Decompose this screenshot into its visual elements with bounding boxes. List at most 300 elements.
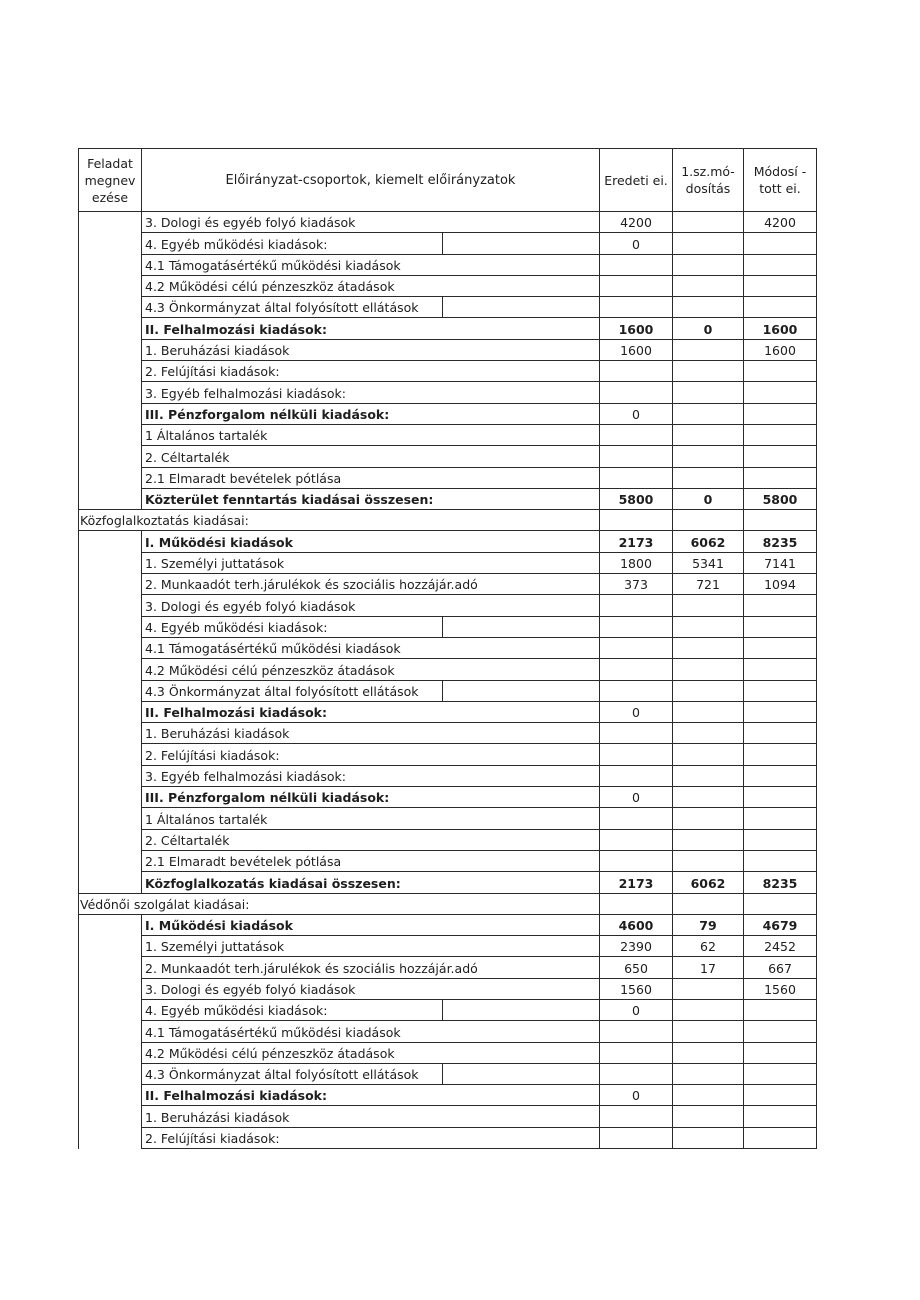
header-original: Eredeti ei. xyxy=(600,149,673,212)
row-label xyxy=(142,275,600,296)
task-cell xyxy=(79,531,142,552)
value-modositas xyxy=(673,1021,744,1042)
task-cell xyxy=(79,212,142,233)
value-eredeti: 0 xyxy=(600,701,673,722)
value-modositas: 5341 xyxy=(673,552,744,573)
table-row xyxy=(79,233,817,254)
row-label-text: 1. Beruházási kiadások xyxy=(145,343,290,359)
value-eredeti xyxy=(600,595,673,616)
table-row xyxy=(79,680,817,701)
table-row xyxy=(79,1063,817,1084)
value-modositas: 6062 xyxy=(673,872,744,893)
table-row xyxy=(79,595,817,616)
row-label xyxy=(142,914,600,935)
value-modositott xyxy=(744,637,817,658)
row-label-text: 4.2 Működési célú pénzeszköz átadások xyxy=(145,1045,395,1061)
value-modositott xyxy=(744,361,817,382)
value-modositas xyxy=(673,1127,744,1148)
row-label-text: 3. Dologi és egyéb folyó kiadások xyxy=(145,598,356,614)
row-label-text: 4.3 Önkormányzat által folyósított ellátások xyxy=(145,300,419,316)
value-modositott xyxy=(744,616,817,637)
value-eredeti: 373 xyxy=(600,574,673,595)
value-modositott: 4679 xyxy=(744,914,817,935)
value-modositas xyxy=(673,424,744,445)
row-label-text: 1 Általános tartalék xyxy=(145,811,268,827)
task-cell xyxy=(79,829,142,850)
row-label xyxy=(142,829,600,850)
value-modositas xyxy=(673,616,744,637)
task-cell xyxy=(79,850,142,871)
row-label-text: 2. Felújítási kiadások: xyxy=(145,1131,280,1147)
value-modositas xyxy=(673,403,744,424)
header-description: Előirányzat-csoportok, kiemelt előirányzatok xyxy=(142,149,600,212)
row-label xyxy=(142,765,600,786)
task-cell xyxy=(79,595,142,616)
value-eredeti: 0 xyxy=(600,787,673,808)
row-label xyxy=(142,361,600,382)
row-label xyxy=(142,957,600,978)
header-row xyxy=(79,149,817,212)
row-label xyxy=(142,595,600,616)
value-modositott: 2452 xyxy=(744,936,817,957)
task-cell xyxy=(79,552,142,573)
value-modositott xyxy=(744,403,817,424)
value-modositott xyxy=(744,787,817,808)
task-cell xyxy=(79,787,142,808)
row-label xyxy=(142,382,600,403)
row-label xyxy=(142,999,600,1020)
value-eredeti xyxy=(600,1106,673,1127)
task-cell xyxy=(79,403,142,424)
row-label-text: 4.1 Támogatásértékű működési kiadások xyxy=(145,257,401,273)
value-modositott: 667 xyxy=(744,957,817,978)
empty-cell xyxy=(673,510,744,531)
row-label xyxy=(142,467,600,488)
row-label-text: 4.2 Működési célú pénzeszköz átadások xyxy=(145,279,395,295)
row-label xyxy=(142,212,600,233)
task-cell xyxy=(79,339,142,360)
value-modositas xyxy=(673,254,744,275)
value-modositas: 6062 xyxy=(673,531,744,552)
row-label xyxy=(142,403,600,424)
task-cell xyxy=(79,446,142,467)
row-label xyxy=(142,701,600,722)
row-label xyxy=(142,723,600,744)
value-eredeti: 650 xyxy=(600,957,673,978)
row-label xyxy=(142,1085,600,1106)
table-row xyxy=(79,574,817,595)
row-label-text: 3. Egyéb felhalmozási kiadások: xyxy=(145,385,346,401)
sub-divider xyxy=(442,233,443,253)
table-row xyxy=(79,701,817,722)
table-row xyxy=(79,787,817,808)
task-cell xyxy=(79,1021,142,1042)
value-modositott: 1600 xyxy=(744,339,817,360)
value-modositas xyxy=(673,765,744,786)
value-modositott xyxy=(744,723,817,744)
value-modositas xyxy=(673,1063,744,1084)
task-cell xyxy=(79,808,142,829)
table-row xyxy=(79,872,817,893)
value-eredeti xyxy=(600,361,673,382)
table-row xyxy=(79,744,817,765)
table-row xyxy=(79,723,817,744)
task-cell xyxy=(79,659,142,680)
value-eredeti: 2390 xyxy=(600,936,673,957)
task-cell xyxy=(79,1042,142,1063)
value-eredeti xyxy=(600,1042,673,1063)
value-modositas xyxy=(673,446,744,467)
row-label-text: 1. Személyi juttatások xyxy=(145,939,285,955)
sub-divider xyxy=(442,681,443,701)
row-label-text: 2. Felújítási kiadások: xyxy=(145,364,280,380)
table-row xyxy=(79,808,817,829)
task-cell xyxy=(79,254,142,275)
task-cell xyxy=(79,744,142,765)
value-modositas xyxy=(673,212,744,233)
row-label-text: 4. Egyéb működési kiadások: xyxy=(145,1003,328,1019)
value-modositas xyxy=(673,637,744,658)
empty-cell xyxy=(600,893,673,914)
task-cell xyxy=(79,616,142,637)
row-label-text: I. Működési kiadások xyxy=(145,918,293,934)
value-modositott xyxy=(744,999,817,1020)
header-modification: 1.sz.mó-dosítás xyxy=(673,149,744,212)
empty-cell xyxy=(744,893,817,914)
section-row xyxy=(79,510,817,531)
row-label xyxy=(142,680,600,701)
row-label xyxy=(142,446,600,467)
empty-cell xyxy=(673,893,744,914)
task-cell xyxy=(79,1085,142,1106)
empty-cell xyxy=(600,510,673,531)
row-label xyxy=(142,787,600,808)
value-modositas xyxy=(673,850,744,871)
row-label-text: I. Működési kiadások xyxy=(145,534,293,550)
table-row xyxy=(79,403,817,424)
table-row xyxy=(79,382,817,403)
row-label xyxy=(142,637,600,658)
table-row xyxy=(79,637,817,658)
task-cell xyxy=(79,297,142,318)
task-cell xyxy=(79,382,142,403)
value-eredeti: 0 xyxy=(600,403,673,424)
task-cell xyxy=(79,872,142,893)
task-cell xyxy=(79,1127,142,1148)
task-cell xyxy=(79,361,142,382)
task-cell xyxy=(79,957,142,978)
value-modositas xyxy=(673,275,744,296)
value-modositott xyxy=(744,1042,817,1063)
table-row xyxy=(79,978,817,999)
value-eredeti xyxy=(600,744,673,765)
row-label-text: 4.1 Támogatásértékű működési kiadások xyxy=(145,1024,401,1040)
row-label-text: III. Pénzforgalom nélküli kiadások: xyxy=(145,790,390,806)
value-modositas xyxy=(673,595,744,616)
value-eredeti xyxy=(600,446,673,467)
row-label-text: II. Felhalmozási kiadások: xyxy=(145,1088,327,1104)
value-modositott xyxy=(744,850,817,871)
section-row xyxy=(79,893,817,914)
value-modositas xyxy=(673,829,744,850)
row-label xyxy=(142,659,600,680)
sub-divider xyxy=(442,1064,443,1084)
value-modositas xyxy=(673,233,744,254)
row-label-text: 2. Céltartalék xyxy=(145,832,230,848)
value-modositott xyxy=(744,1021,817,1042)
row-label xyxy=(142,339,600,360)
sub-divider xyxy=(442,617,443,637)
value-modositas xyxy=(673,467,744,488)
value-modositas xyxy=(673,297,744,318)
table-row xyxy=(79,659,817,680)
row-label xyxy=(142,936,600,957)
value-modositott xyxy=(744,467,817,488)
row-label xyxy=(142,616,600,637)
value-modositas: 0 xyxy=(673,318,744,339)
row-label xyxy=(142,488,600,509)
table-row xyxy=(79,999,817,1020)
header-task: Feladat megnev ezése xyxy=(79,149,142,212)
value-eredeti xyxy=(600,382,673,403)
table-row xyxy=(79,957,817,978)
value-modositott xyxy=(744,701,817,722)
row-label-text: 2. Munkaadót terh.járulékok és szociális hozzájár.adó xyxy=(145,960,478,976)
task-cell xyxy=(79,723,142,744)
task-cell xyxy=(79,1063,142,1084)
row-label-text: 1 Általános tartalék xyxy=(145,428,268,444)
table-row xyxy=(79,212,817,233)
task-cell xyxy=(79,637,142,658)
section-title: Közfoglalkoztatás kiadásai: xyxy=(79,510,600,531)
row-label-text: 4.1 Támogatásértékű működési kiadások xyxy=(145,641,401,657)
row-label-text: 4.2 Működési célú pénzeszköz átadások xyxy=(145,662,395,678)
value-modositott: 1560 xyxy=(744,978,817,999)
value-modositott: 1600 xyxy=(744,318,817,339)
sub-divider xyxy=(442,1000,443,1020)
value-eredeti: 2173 xyxy=(600,531,673,552)
row-label-text: 3. Egyéb felhalmozási kiadások: xyxy=(145,769,346,785)
table-row xyxy=(79,616,817,637)
value-modositott xyxy=(744,446,817,467)
value-modositott xyxy=(744,297,817,318)
value-modositott xyxy=(744,744,817,765)
value-eredeti xyxy=(600,829,673,850)
value-eredeti xyxy=(600,424,673,445)
budget-table xyxy=(78,148,817,1149)
value-eredeti xyxy=(600,1127,673,1148)
task-cell xyxy=(79,680,142,701)
value-modositas xyxy=(673,808,744,829)
task-cell xyxy=(79,1106,142,1127)
value-eredeti xyxy=(600,297,673,318)
value-eredeti: 1800 xyxy=(600,552,673,573)
row-label-text: 3. Dologi és egyéb folyó kiadások xyxy=(145,215,356,231)
table-row xyxy=(79,467,817,488)
row-label-text: 4. Egyéb működési kiadások: xyxy=(145,236,328,252)
row-label-text: 3. Dologi és egyéb folyó kiadások xyxy=(145,981,356,997)
row-label xyxy=(142,254,600,275)
value-eredeti xyxy=(600,808,673,829)
row-label xyxy=(142,1063,600,1084)
row-label-text: II. Felhalmozási kiadások: xyxy=(145,321,327,337)
value-eredeti: 4200 xyxy=(600,212,673,233)
task-cell xyxy=(79,914,142,935)
value-modositas: 62 xyxy=(673,936,744,957)
value-modositott xyxy=(744,275,817,296)
task-cell xyxy=(79,978,142,999)
row-label xyxy=(142,424,600,445)
value-eredeti xyxy=(600,254,673,275)
value-modositott xyxy=(744,829,817,850)
table-row xyxy=(79,361,817,382)
row-label xyxy=(142,574,600,595)
value-eredeti xyxy=(600,765,673,786)
value-modositott: 8235 xyxy=(744,531,817,552)
row-label-text: 1. Beruházási kiadások xyxy=(145,1109,290,1125)
row-label-text: 1. Beruházási kiadások xyxy=(145,726,290,742)
table-row xyxy=(79,424,817,445)
row-label xyxy=(142,318,600,339)
value-eredeti: 0 xyxy=(600,1085,673,1106)
row-label xyxy=(142,1106,600,1127)
row-label-text: 1. Személyi juttatások xyxy=(145,556,285,572)
table-row xyxy=(79,254,817,275)
value-eredeti xyxy=(600,467,673,488)
task-cell xyxy=(79,488,142,509)
value-eredeti: 2173 xyxy=(600,872,673,893)
value-modositott: 5800 xyxy=(744,488,817,509)
value-modositas xyxy=(673,1042,744,1063)
value-modositas: 17 xyxy=(673,957,744,978)
task-cell xyxy=(79,999,142,1020)
task-cell xyxy=(79,574,142,595)
row-label xyxy=(142,744,600,765)
value-modositott xyxy=(744,1085,817,1106)
value-eredeti xyxy=(600,1063,673,1084)
row-label xyxy=(142,1042,600,1063)
row-label xyxy=(142,978,600,999)
value-modositott xyxy=(744,233,817,254)
table-body xyxy=(79,212,817,1149)
table-row xyxy=(79,446,817,467)
row-label-text: 4.3 Önkormányzat által folyósított ellátások xyxy=(145,1067,419,1083)
value-modositott xyxy=(744,1127,817,1148)
value-eredeti xyxy=(600,850,673,871)
row-label xyxy=(142,1127,600,1148)
task-cell xyxy=(79,233,142,254)
table-row xyxy=(79,914,817,935)
table-row xyxy=(79,1106,817,1127)
table-row xyxy=(79,339,817,360)
value-modositott xyxy=(744,659,817,680)
row-label xyxy=(142,552,600,573)
value-modositott xyxy=(744,382,817,403)
value-eredeti: 1600 xyxy=(600,339,673,360)
value-modositott xyxy=(744,595,817,616)
value-modositott: 7141 xyxy=(744,552,817,573)
value-modositott xyxy=(744,1106,817,1127)
value-modositas: 721 xyxy=(673,574,744,595)
row-label-text: 2. Munkaadót terh.járulékok és szociális hozzájár.adó xyxy=(145,577,478,593)
row-label xyxy=(142,850,600,871)
value-modositott xyxy=(744,424,817,445)
value-modositott xyxy=(744,765,817,786)
value-eredeti: 5800 xyxy=(600,488,673,509)
value-modositas xyxy=(673,999,744,1020)
header-modified: Módosí - tott ei. xyxy=(744,149,817,212)
value-eredeti: 0 xyxy=(600,999,673,1020)
table-row xyxy=(79,552,817,573)
value-eredeti xyxy=(600,616,673,637)
row-label-text: II. Felhalmozási kiadások: xyxy=(145,705,327,721)
row-label xyxy=(142,233,600,254)
task-cell xyxy=(79,701,142,722)
table-row xyxy=(79,488,817,509)
value-eredeti xyxy=(600,659,673,680)
value-modositas xyxy=(673,382,744,403)
value-eredeti xyxy=(600,637,673,658)
value-eredeti: 4600 xyxy=(600,914,673,935)
row-label xyxy=(142,872,600,893)
table-row xyxy=(79,1021,817,1042)
row-label-text: 2.1 Elmaradt bevételek pótlása xyxy=(145,854,342,870)
value-eredeti: 0 xyxy=(600,233,673,254)
value-eredeti xyxy=(600,275,673,296)
table-row xyxy=(79,275,817,296)
section-title: Védőnői szolgálat kiadásai: xyxy=(79,893,600,914)
value-modositas xyxy=(673,978,744,999)
row-label-text: Közterület fenntartás kiadásai összesen: xyxy=(145,492,434,508)
table-row xyxy=(79,1085,817,1106)
table-row xyxy=(79,318,817,339)
table-row xyxy=(79,765,817,786)
value-modositas xyxy=(673,787,744,808)
value-modositott xyxy=(744,254,817,275)
value-modositas xyxy=(673,1085,744,1106)
value-modositas: 0 xyxy=(673,488,744,509)
sub-divider xyxy=(442,297,443,317)
value-modositott: 4200 xyxy=(744,212,817,233)
row-label-text: 2. Céltartalék xyxy=(145,449,230,465)
row-label xyxy=(142,1021,600,1042)
task-cell xyxy=(79,275,142,296)
table-row xyxy=(79,297,817,318)
value-modositas xyxy=(673,723,744,744)
table-row xyxy=(79,1127,817,1148)
value-eredeti xyxy=(600,1021,673,1042)
table-row xyxy=(79,850,817,871)
task-cell xyxy=(79,424,142,445)
table-row xyxy=(79,1042,817,1063)
value-modositas xyxy=(673,1106,744,1127)
value-modositas xyxy=(673,659,744,680)
value-modositott xyxy=(744,1063,817,1084)
row-label-text: Közfoglalkozatás kiadásai összesen: xyxy=(145,875,401,891)
value-modositott: 1094 xyxy=(744,574,817,595)
value-eredeti xyxy=(600,723,673,744)
value-modositott xyxy=(744,680,817,701)
value-eredeti: 1560 xyxy=(600,978,673,999)
empty-cell xyxy=(744,510,817,531)
value-modositas: 79 xyxy=(673,914,744,935)
table-row xyxy=(79,531,817,552)
table-row xyxy=(79,936,817,957)
row-label-text: 2.1 Elmaradt bevételek pótlása xyxy=(145,470,342,486)
value-modositott: 8235 xyxy=(744,872,817,893)
task-cell xyxy=(79,936,142,957)
value-modositas xyxy=(673,361,744,382)
